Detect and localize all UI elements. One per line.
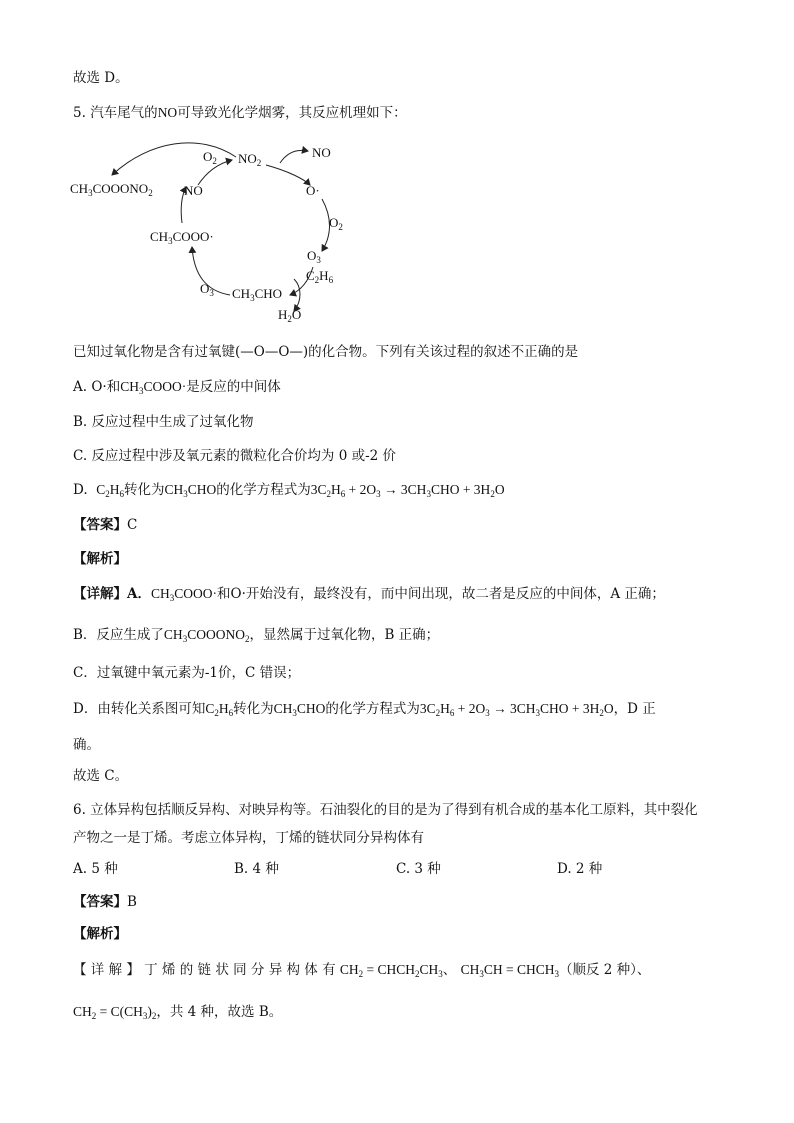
label-o3-bottom: $O_3$ — [200, 281, 214, 298]
label-o2-top: $O_2$ — [203, 149, 217, 166]
question-5-stem: 5. 汽车尾气的NO可导致光化学烟雾，其反应机理如下： — [73, 105, 407, 121]
detail-5-a: 【详解】A．$CH_3COOO\cdot$和O·开始没有，最终没有，而中间出现，故二者是反应的中间体，A 正确； — [73, 586, 665, 603]
answer-6: 【答案】B — [73, 894, 137, 910]
chem-ch3cho: $CH_3CHO$ — [164, 482, 217, 499]
q6-option-c: C. 3 种 — [396, 861, 441, 877]
label-o2-right: $O_2$ — [329, 215, 343, 232]
detail-5-d-cont: 确。 — [73, 737, 100, 753]
label-no-right: NO — [312, 145, 331, 160]
label-ch3cooo: $CH_3COOO\cdot$ — [150, 229, 214, 246]
option-a: A. O·和$CH_3COOO\cdot$是反应的中间体 — [73, 379, 281, 396]
label-o-dot: O· — [306, 183, 320, 198]
choose-c-line: 故选 C。 — [73, 768, 129, 784]
detail-6-line-2: $CH_2 = C(CH_3)_2$，共 4 种，故选 B。 — [73, 1004, 283, 1021]
question-6-stem-1: 6. 立体异构包括顺反异构、对映异构等。石油裂化的目的是为了得到有机合成的基本化工原料，其中裂化 — [73, 802, 698, 818]
option-c: C. 反应过程中涉及氧元素的微粒化合价均为 0 或-2 价 — [73, 448, 397, 464]
label-o3-right: $O_3$ — [307, 248, 321, 265]
mechanism-arrows — [70, 135, 370, 330]
question-6-stem-2: 产物之一是丁烯。考虑立体异构，丁烯的链状同分异构体有 — [73, 830, 424, 846]
q6-option-a: A. 5 种 — [73, 861, 118, 877]
q6-option-b: B. 4 种 — [234, 861, 279, 877]
known-statement: 已知过氧化物是含有过氧键(—O—O—)的化合物。下列有关该过程的叙述不正确的是 — [73, 344, 579, 360]
answer-5: 【答案】C — [73, 517, 138, 533]
chem-ch3cooo: $CH_3COOO\cdot$ — [120, 379, 187, 396]
chem-c2h6: $C_2H_6$ — [96, 482, 124, 499]
option-d: D. $C_2H_6$转化为$CH_3CHO$的化学方程式为$3C_2H_6 + 2O_3 \to 3CH_3CHO + 3H_2O$ — [73, 482, 505, 499]
q6-option-d: D. 2 种 — [557, 861, 603, 877]
detail-6-line-1: 【 详 解 】 丁 烯 的 链 状 同 分 异 构 体 有 $CH_2$ = $CHCH_2CH_3$、 $CH_3CH$ = $CHCH_3$（顺反 2 种）、 — [73, 962, 651, 979]
label-h2o: $H_2O$ — [278, 307, 302, 324]
label-no2: $NO_2$ — [238, 151, 262, 168]
chem-equation: $3C_2H_6 + 2O_3 \to 3CH_3CHO + 3H_2O$ — [310, 482, 505, 499]
detail-5-c: C．过氧键中氧元素为-1价，C 错误； — [73, 665, 301, 681]
detail-5-d: D．由转化关系图可知$C_2H_6$转化为$CH_3CHO$的化学方程式为$3C_2H_6 + 2O_3 \to 3CH_3CHO + 3H_2O$，D 正 — [73, 701, 656, 718]
option-b: B. 反应过程中生成了过氧化物 — [73, 414, 254, 430]
label-ch3coono2: $CH_3COOONO_2$ — [70, 181, 153, 198]
prev-answer-line: 故选 D。 — [73, 70, 129, 86]
reaction-mechanism-diagram — [70, 135, 370, 330]
label-ch3cho: $CH_3CHO$ — [232, 286, 283, 303]
detail-5-b: B．反应生成了$CH_3COOONO_2$，显然属于过氧化物，B 正确； — [73, 627, 440, 644]
analysis-5-heading: 【解析】 — [73, 551, 127, 567]
label-c2h6: $C_2H_6$ — [306, 268, 334, 285]
analysis-6-heading: 【解析】 — [73, 926, 127, 942]
label-no-left: NO — [184, 183, 203, 198]
